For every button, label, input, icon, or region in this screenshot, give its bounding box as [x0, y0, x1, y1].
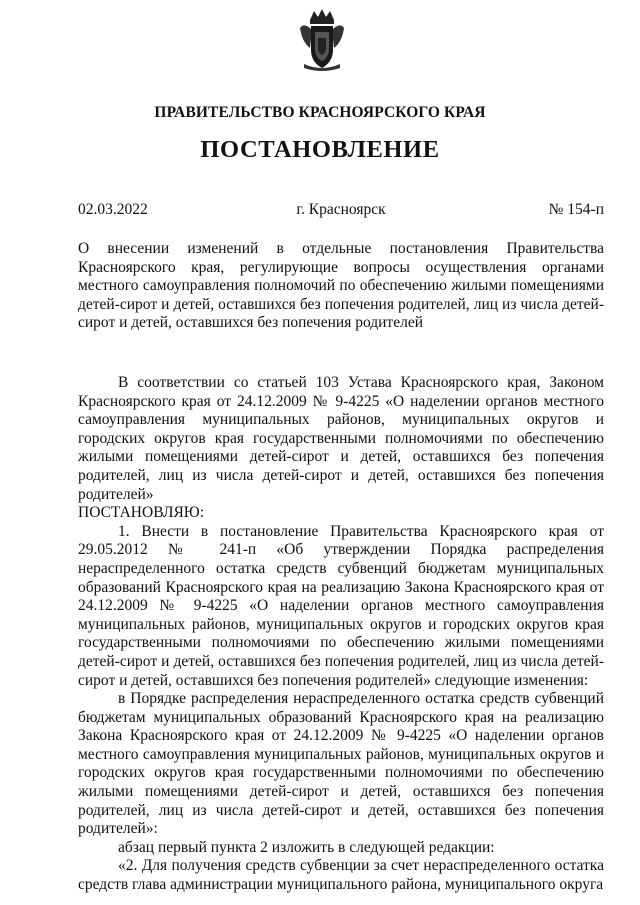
quoted-paragraph: «2. Для получения средств субвенции за счет нераспределенного остатка средств глава администрации муниципального района, муниципального округа	[78, 857, 604, 894]
resolve-word: ПОСТАНОВЛЯЮ:	[78, 504, 205, 522]
item-1-paragraph: 1. Внести в постановление Правительства Красноярского края от 29.05.2012 № 241-п «Об утверждении Порядка распределения нераспределенного остатка средств субвенций бюджетам муниципальных образований Красноярского края на реализацию Закона Красноярского края от 24.12.2009 № 9-4225 «О наделении органов местного самоуправления муниципальных районов, муниципальных округов и городских округов края государственными полномочиями по обеспечению жилыми помещениями детей-сирот и детей, оставшихся без попечения родителей, лиц из числа детей-сирот и детей, оставшихся без попечения родителей» следующие изменения:	[78, 522, 604, 689]
paragraph-intro: абзац первый пункта 2 изложить в следующей редакции:	[118, 838, 495, 856]
organization-title: ПРАВИТЕЛЬСТВО КРАСНОЯРСКОГО КРАЯ	[154, 104, 486, 121]
krasnoyarsk-coat-of-arms-icon	[298, 8, 346, 72]
order-paragraph: в Порядке распределения нераспределенного остатка средств субвенций бюджетам муниципальных образований Красноярского края на реализацию Закона Красноярского края от 24.12.2009 № 9-4225 «О наделении органов местного самоуправления муниципальных районов, муниципальных округов и городских округов края государственными полномочиями по обеспечению жилыми помещениями детей-сирот и детей, оставшихся без попечения родителей, лиц из числа детей-сирот и детей, оставшихся без попечения родителей»:	[78, 690, 604, 838]
document-body	[78, 374, 604, 895]
document-subject: О внесении изменений в отдельные постановления Правительства Красноярского края, регулирующие вопросы осуществления органами местного самоуправления полномочий по обеспечению жилыми помещениями детей-сирот и детей, оставшихся без попечения родителей, лиц из числа детей-сирот и детей, оставшихся без попечения родителей	[78, 240, 604, 332]
date-line	[78, 201, 604, 221]
preamble-paragraph: В соответствии со статьей 103 Устава Красноярского края, Законом Красноярского края от 24.12.2009 № 9-4225 «О наделении органов местного самоуправления муниципальных районов, муниципальных округов и городских округов края государственными полномочиями по обеспечению жилыми помещениями детей-сирот и детей, оставшихся без попечения родителей, лиц из числа детей-сирот и детей, оставшихся без попечения родителей»	[78, 374, 604, 503]
document-type-title: ПОСТАНОВЛЕНИЕ	[200, 136, 440, 163]
document-number: № 154-п	[548, 201, 604, 218]
document-date: 02.03.2022	[78, 201, 148, 218]
document-city: г. Красноярск	[296, 201, 386, 218]
